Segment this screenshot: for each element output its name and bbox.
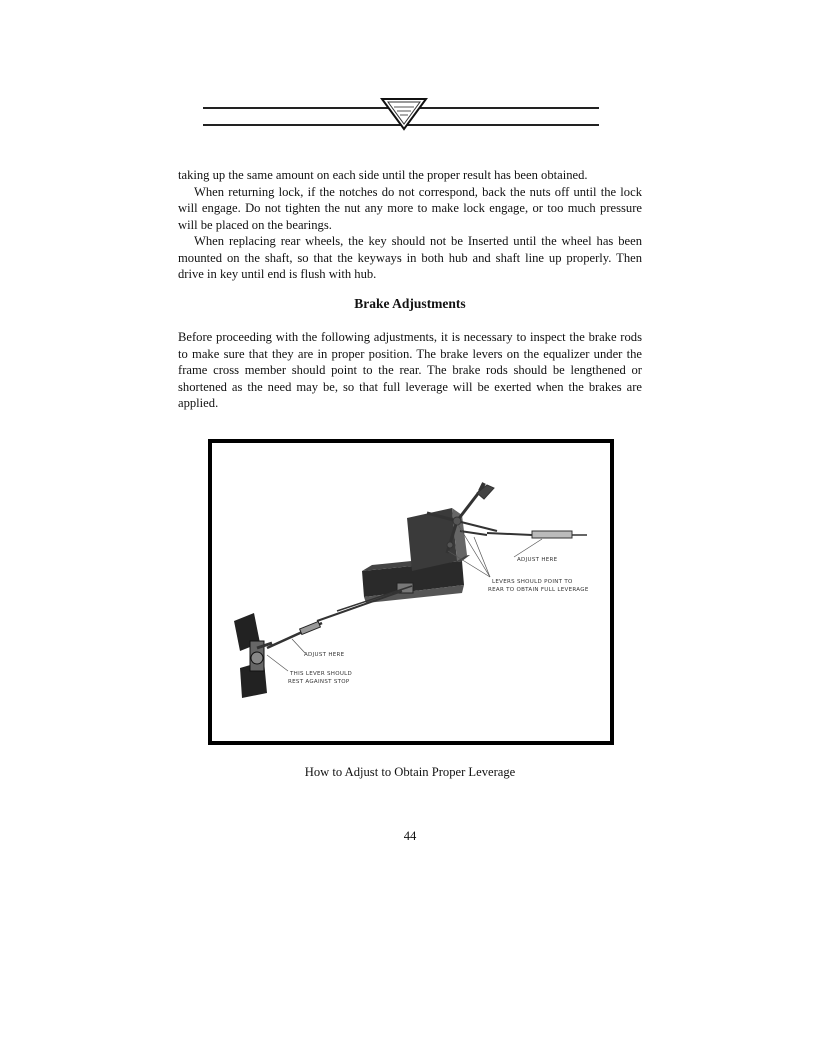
callout-stop-line2: REST AGAINST STOP <box>288 679 350 685</box>
paragraph-brake-adjust: Before proceeding with the following adjustments, it is necessary to inspect the brake rods to make sure that they are in proper position. The brake levers on the equalizer under the frame cross member should point to the rear. The brake rods should be lengthened or shortened as the need may be, so that full leverage will be exerted when the brakes are applied. <box>178 330 642 410</box>
brake-linkage-illustration <box>212 443 610 741</box>
callout-stop-line1: THIS LEVER SHOULD <box>290 671 353 677</box>
figure-caption: How to Adjust to Obtain Proper Leverage <box>304 765 516 779</box>
wheel-brake-assembly <box>234 613 272 698</box>
paragraph-returning-lock: When returning lock, if the notches do not correspond, back the nuts off until the lock will engage. Do not tighten the nut any more to make lock engage, or too much pressure will be placed on the bearings. <box>178 184 642 232</box>
adjust-rod-top <box>487 531 587 538</box>
body-text-block <box>178 167 642 283</box>
paragraph-continued: taking up the same amount on each side until the proper result has been obtained. <box>178 168 588 182</box>
callout-adjust-here-top: ADJUST HERE <box>517 557 558 563</box>
brake-rods <box>267 586 412 648</box>
paragraph-replacing-wheels: When replacing rear wheels, the key should not be Inserted until the wheel has been mounted on the shaft, so that the keyways in both hub and shaft line up properly. Then drive in key until end is flush with hub. <box>178 234 642 281</box>
callout-adjust-here-bottom: ADJUST HERE <box>304 652 345 658</box>
section-paragraph <box>178 329 642 412</box>
callout-levers-line2: REAR TO OBTAIN FULL LEVERAGE <box>488 587 589 593</box>
callout-levers-line1: LEVERS SHOULD POINT TO <box>492 579 573 585</box>
emblem-icon <box>380 97 428 131</box>
section-title: Brake Adjustments <box>354 296 466 311</box>
brake-linkage-figure <box>208 439 614 745</box>
page-number: 44 <box>403 829 417 843</box>
